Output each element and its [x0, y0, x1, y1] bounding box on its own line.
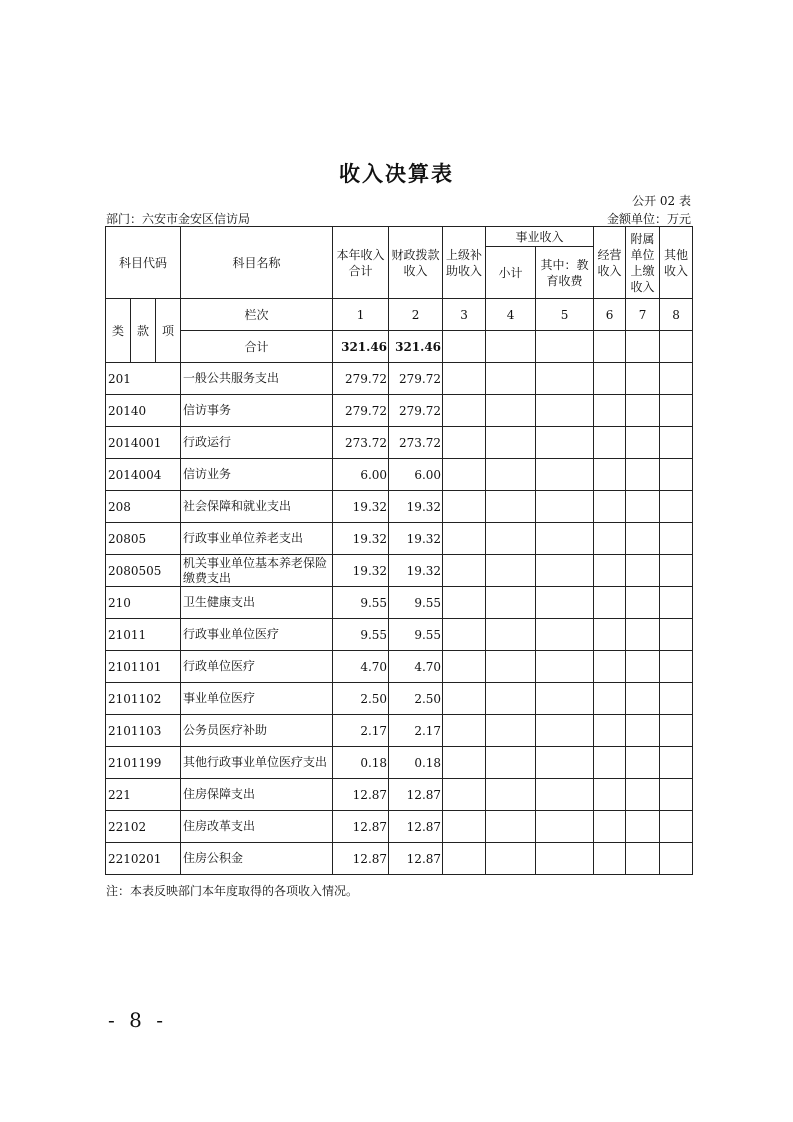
empty-cell — [626, 523, 660, 555]
header-education-fee: 其中：教育收费 — [536, 247, 594, 299]
header-superior-subsidy: 上级补助收入 — [443, 227, 486, 299]
row-subject-code: 201 — [106, 363, 181, 395]
empty-cell — [443, 715, 486, 747]
header-subject-name: 科目名称 — [181, 227, 333, 299]
empty-cell — [594, 683, 626, 715]
row-total-income: 12.87 — [333, 843, 389, 875]
empty-cell — [536, 459, 594, 491]
empty-cell — [443, 427, 486, 459]
empty-cell — [594, 715, 626, 747]
empty-cell — [443, 491, 486, 523]
row-subject-code: 20140 — [106, 395, 181, 427]
row-total-income: 6.00 — [333, 459, 389, 491]
empty-cell — [660, 363, 693, 395]
empty-cell — [536, 811, 594, 843]
header-affiliated-income: 附属单位上缴收入 — [626, 227, 660, 299]
row-fiscal: 12.87 — [389, 843, 443, 875]
empty-cell — [536, 363, 594, 395]
empty-cell — [443, 523, 486, 555]
header-subtotal: 小计 — [486, 247, 536, 299]
empty-cell — [594, 619, 626, 651]
table-row — [106, 811, 693, 843]
empty-cell — [443, 747, 486, 779]
header-xiang: 项 — [156, 299, 181, 363]
empty-cell — [486, 395, 536, 427]
empty-cell — [626, 395, 660, 427]
row-fiscal: 2.17 — [389, 715, 443, 747]
row-fiscal: 12.87 — [389, 811, 443, 843]
empty-cell — [486, 747, 536, 779]
row-subject-code: 2014004 — [106, 459, 181, 491]
empty-cell — [486, 523, 536, 555]
col-number: 4 — [486, 299, 536, 331]
empty-cell — [486, 683, 536, 715]
empty-cell — [536, 715, 594, 747]
col-number: 1 — [333, 299, 389, 331]
table-row — [106, 747, 693, 779]
empty-cell — [594, 747, 626, 779]
header-kuan: 款 — [131, 299, 156, 363]
header-lei: 类 — [106, 299, 131, 363]
row-subject-name: 住房保障支出 — [181, 779, 333, 811]
row-total-income: 9.55 — [333, 619, 389, 651]
row-total-income: 2.17 — [333, 715, 389, 747]
empty-cell — [443, 843, 486, 875]
empty-cell — [536, 427, 594, 459]
empty-cell — [594, 459, 626, 491]
empty-cell — [443, 619, 486, 651]
table-row — [106, 843, 693, 875]
empty-cell — [594, 779, 626, 811]
empty-cell — [594, 523, 626, 555]
empty-cell — [660, 555, 693, 587]
income-final-accounts-table — [105, 226, 693, 875]
row-subject-name: 社会保障和就业支出 — [181, 491, 333, 523]
empty-cell — [626, 459, 660, 491]
row-total-income: 19.32 — [333, 523, 389, 555]
empty-cell — [536, 747, 594, 779]
table-row — [106, 587, 693, 619]
row-fiscal: 9.55 — [389, 587, 443, 619]
empty-cell — [443, 331, 486, 363]
empty-cell — [660, 843, 693, 875]
empty-cell — [660, 811, 693, 843]
empty-cell — [486, 459, 536, 491]
header-operating-income: 经营收入 — [594, 227, 626, 299]
row-fiscal: 2.50 — [389, 683, 443, 715]
row-subject-code: 2080505 — [106, 555, 181, 587]
col-number: 2 — [389, 299, 443, 331]
row-fiscal: 6.00 — [389, 459, 443, 491]
empty-cell — [486, 331, 536, 363]
row-subject-code: 2014001 — [106, 427, 181, 459]
empty-cell — [660, 651, 693, 683]
empty-cell — [626, 619, 660, 651]
row-total-income: 12.87 — [333, 811, 389, 843]
row-subject-name: 行政事业单位养老支出 — [181, 523, 333, 555]
row-subject-name: 行政运行 — [181, 427, 333, 459]
row-subject-code: 20805 — [106, 523, 181, 555]
empty-cell — [486, 427, 536, 459]
header-subject-code: 科目代码 — [106, 227, 181, 299]
row-subject-code: 21011 — [106, 619, 181, 651]
row-subject-name: 一般公共服务支出 — [181, 363, 333, 395]
row-subject-code: 208 — [106, 491, 181, 523]
row-subject-code: 2101103 — [106, 715, 181, 747]
empty-cell — [536, 491, 594, 523]
row-subject-code: 221 — [106, 779, 181, 811]
row-subject-name: 行政单位医疗 — [181, 651, 333, 683]
empty-cell — [443, 587, 486, 619]
row-subject-code: 22102 — [106, 811, 181, 843]
table-row — [106, 459, 693, 491]
empty-cell — [660, 331, 693, 363]
empty-cell — [486, 843, 536, 875]
empty-cell — [626, 651, 660, 683]
row-fiscal: 4.70 — [389, 651, 443, 683]
table-row — [106, 619, 693, 651]
empty-cell — [594, 363, 626, 395]
empty-cell — [660, 587, 693, 619]
table-row — [106, 683, 693, 715]
empty-cell — [594, 331, 626, 363]
table-row — [106, 427, 693, 459]
empty-cell — [594, 587, 626, 619]
row-fiscal: 19.32 — [389, 491, 443, 523]
empty-cell — [660, 459, 693, 491]
table-row — [106, 779, 693, 811]
empty-cell — [486, 779, 536, 811]
empty-cell — [486, 651, 536, 683]
empty-cell — [486, 811, 536, 843]
col-number: 7 — [626, 299, 660, 331]
row-fiscal: 9.55 — [389, 619, 443, 651]
empty-cell — [594, 651, 626, 683]
empty-cell — [660, 427, 693, 459]
table-row — [106, 395, 693, 427]
empty-cell — [660, 395, 693, 427]
row-fiscal: 19.32 — [389, 523, 443, 555]
row-subject-code: 2210201 — [106, 843, 181, 875]
table-row — [106, 491, 693, 523]
empty-cell — [443, 395, 486, 427]
empty-cell — [660, 715, 693, 747]
row-subject-name: 信访业务 — [181, 459, 333, 491]
empty-cell — [486, 363, 536, 395]
total-row-fiscal: 321.46 — [389, 331, 443, 363]
empty-cell — [486, 619, 536, 651]
empty-cell — [660, 491, 693, 523]
department-label: 部门：六安市金安区信访局 — [106, 212, 251, 226]
empty-cell — [660, 747, 693, 779]
header-total-income: 本年收入合计 — [333, 227, 389, 299]
row-fiscal: 12.87 — [389, 779, 443, 811]
empty-cell — [486, 555, 536, 587]
empty-cell — [443, 811, 486, 843]
row-fiscal: 279.72 — [389, 395, 443, 427]
empty-cell — [536, 843, 594, 875]
empty-cell — [536, 395, 594, 427]
empty-cell — [594, 427, 626, 459]
row-subject-name: 公务员医疗补助 — [181, 715, 333, 747]
empty-cell — [536, 523, 594, 555]
empty-cell — [626, 427, 660, 459]
empty-cell — [626, 715, 660, 747]
empty-cell — [626, 811, 660, 843]
row-subject-name: 卫生健康支出 — [181, 587, 333, 619]
row-subject-name: 信访事务 — [181, 395, 333, 427]
col-number: 6 — [594, 299, 626, 331]
header-column-index: 栏次 — [181, 299, 333, 331]
empty-cell — [536, 555, 594, 587]
row-total-income: 0.18 — [333, 747, 389, 779]
empty-cell — [626, 843, 660, 875]
col-number: 8 — [660, 299, 693, 331]
table-row — [106, 363, 693, 395]
empty-cell — [486, 587, 536, 619]
empty-cell — [443, 683, 486, 715]
empty-cell — [626, 747, 660, 779]
empty-cell — [536, 587, 594, 619]
header-business-income: 事业收入 — [486, 227, 594, 247]
empty-cell — [536, 651, 594, 683]
empty-cell — [443, 651, 486, 683]
row-subject-name: 其他行政事业单位医疗支出 — [181, 747, 333, 779]
row-subject-name: 住房公积金 — [181, 843, 333, 875]
row-subject-name: 机关事业单位基本养老保险缴费支出 — [181, 555, 333, 587]
empty-cell — [536, 331, 594, 363]
empty-cell — [626, 555, 660, 587]
row-fiscal: 273.72 — [389, 427, 443, 459]
empty-cell — [594, 555, 626, 587]
row-total-income: 279.72 — [333, 363, 389, 395]
col-number: 3 — [443, 299, 486, 331]
row-subject-name: 行政事业单位医疗 — [181, 619, 333, 651]
empty-cell — [660, 523, 693, 555]
empty-cell — [594, 395, 626, 427]
empty-cell — [536, 779, 594, 811]
table-row — [106, 651, 693, 683]
empty-cell — [626, 779, 660, 811]
col-number: 5 — [536, 299, 594, 331]
row-subject-code: 2101102 — [106, 683, 181, 715]
table-row — [106, 715, 693, 747]
form-number: 公开 02 表 — [632, 194, 691, 208]
empty-cell — [536, 619, 594, 651]
row-subject-code: 2101101 — [106, 651, 181, 683]
empty-cell — [486, 715, 536, 747]
table-row — [106, 555, 693, 587]
row-subject-code: 2101199 — [106, 747, 181, 779]
row-fiscal: 279.72 — [389, 363, 443, 395]
row-total-income: 4.70 — [333, 651, 389, 683]
total-row-label: 合计 — [181, 331, 333, 363]
row-total-income: 12.87 — [333, 779, 389, 811]
page-title: 收入决算表 — [339, 161, 454, 186]
empty-cell — [443, 363, 486, 395]
empty-cell — [536, 683, 594, 715]
empty-cell — [626, 363, 660, 395]
row-subject-name: 事业单位医疗 — [181, 683, 333, 715]
empty-cell — [443, 459, 486, 491]
empty-cell — [594, 811, 626, 843]
empty-cell — [626, 491, 660, 523]
table-note: 注：本表反映部门本年度取得的各项收入情况。 — [106, 884, 359, 898]
row-total-income: 273.72 — [333, 427, 389, 459]
row-fiscal: 19.32 — [389, 555, 443, 587]
row-total-income: 2.50 — [333, 683, 389, 715]
empty-cell — [660, 683, 693, 715]
page-number: - 8 - — [108, 1008, 167, 1032]
amount-unit-label: 金额单位：万元 — [606, 212, 691, 226]
empty-cell — [660, 779, 693, 811]
row-fiscal: 0.18 — [389, 747, 443, 779]
row-subject-code: 210 — [106, 587, 181, 619]
row-total-income: 279.72 — [333, 395, 389, 427]
row-total-income: 9.55 — [333, 587, 389, 619]
header-fiscal-appropriation: 财政拨款收入 — [389, 227, 443, 299]
header-other-income: 其他收入 — [660, 227, 693, 299]
row-subject-name: 住房改革支出 — [181, 811, 333, 843]
empty-cell — [486, 491, 536, 523]
row-total-income: 19.32 — [333, 555, 389, 587]
empty-cell — [660, 619, 693, 651]
empty-cell — [626, 331, 660, 363]
table-row — [106, 523, 693, 555]
row-total-income: 19.32 — [333, 491, 389, 523]
empty-cell — [443, 779, 486, 811]
empty-cell — [594, 843, 626, 875]
empty-cell — [443, 555, 486, 587]
empty-cell — [626, 683, 660, 715]
total-row-total-income: 321.46 — [333, 331, 389, 363]
empty-cell — [594, 491, 626, 523]
empty-cell — [626, 587, 660, 619]
